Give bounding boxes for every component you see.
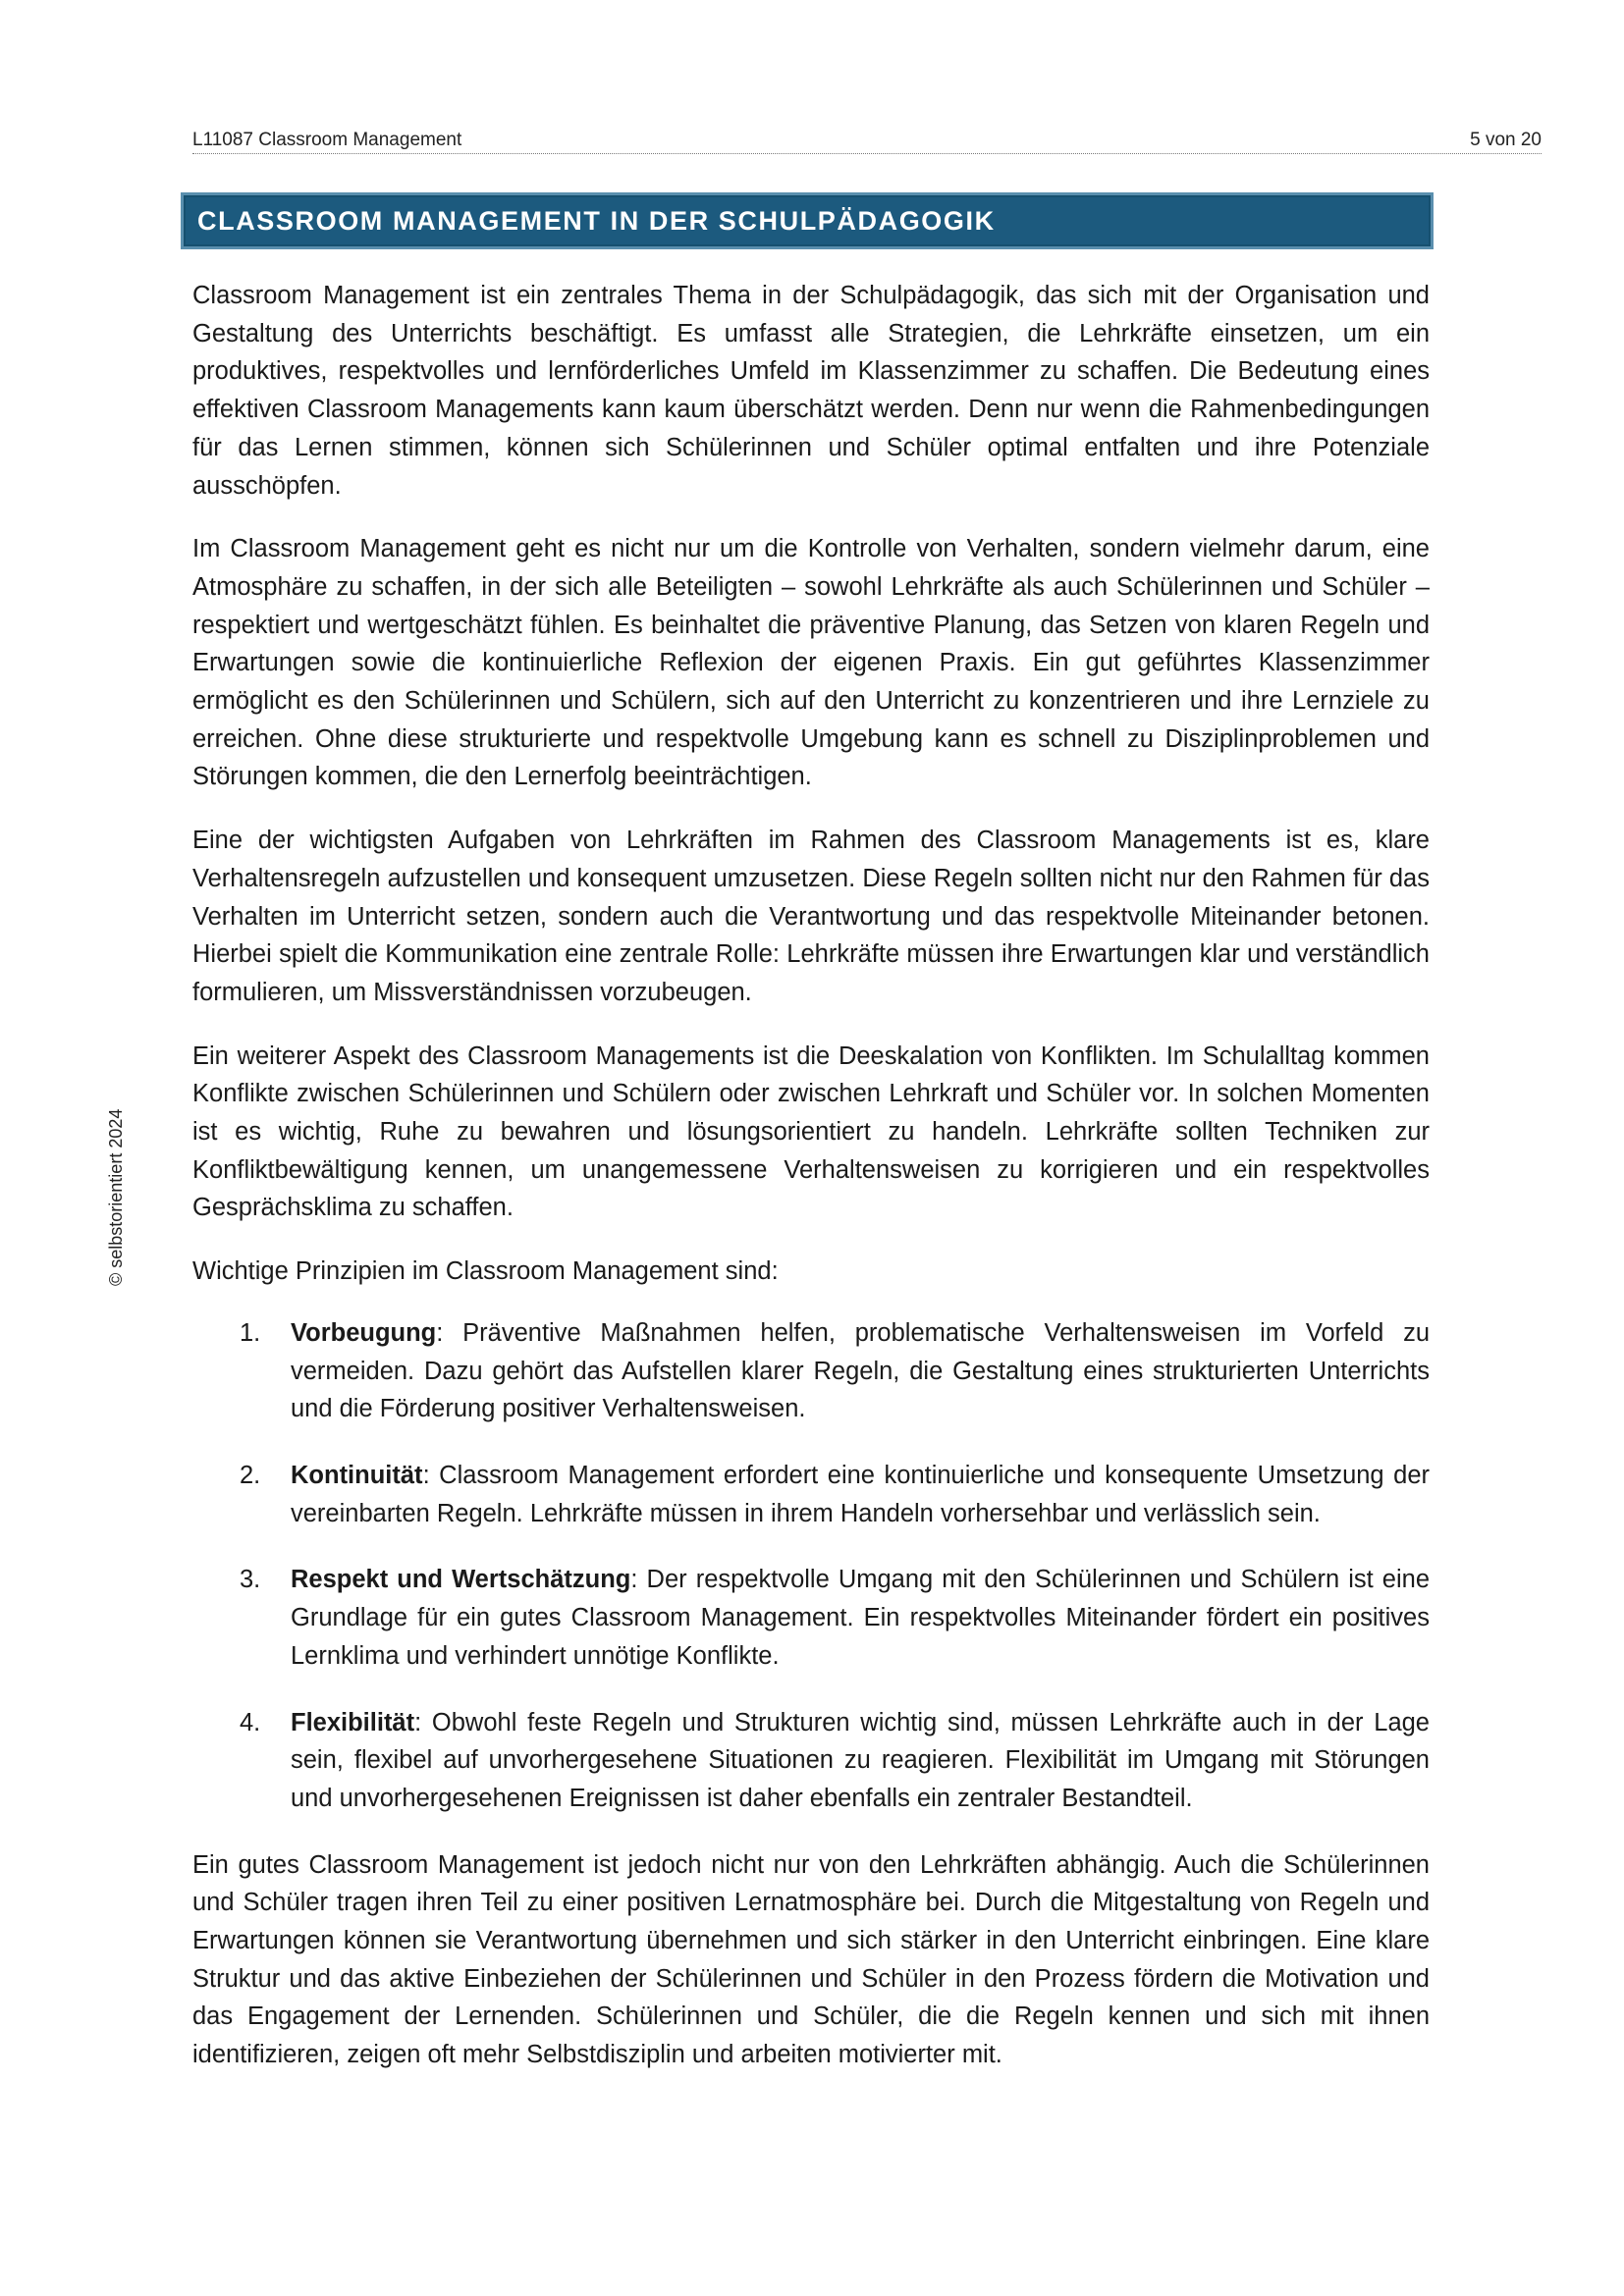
principles-intro: Wichtige Prinzipien im Classroom Management sind:: [192, 1257, 779, 1286]
copyright-side-note: [106, 1108, 132, 1311]
list-item: [192, 1314, 1430, 1428]
principle-term: Respekt und Wertschätzung: [291, 1566, 631, 1594]
list-item: [192, 1457, 1430, 1532]
document-title: L11087 Classroom Management: [192, 130, 462, 150]
paragraph-intro: Classroom Management ist ein zentrales Thema in der Schulpädagogik, das sich mit der Organisation und Gestaltung des Unterrichts beschäftigt. Es umfasst alle Strategien, die Lehrkräfte einsetzen, um ein produktives, respektvolles und lernförderliches Umfeld im Klassenzimmer zu schaffen. Die Bedeutung eines effektiven Classroom Managements kann kaum überschätzt werden. Denn nur wenn die Rahmenbedingungen für das Lernen stimmen, können sich Schülerinnen und Schüler optimal entfalten und ihre Potenziale ausschöpfen.: [192, 282, 1430, 500]
list-number: 2.: [240, 1461, 261, 1489]
page-number: 5 von 20: [1470, 130, 1542, 150]
principle-term: Kontinuität: [291, 1461, 423, 1489]
copyright-text: © selbstorientiert 2024: [106, 1108, 126, 1286]
list-number: 4.: [240, 1708, 261, 1736]
section-title: CLASSROOM MANAGEMENT IN DER SCHULPÄDAGOGIK: [197, 206, 996, 236]
list-item: [192, 1561, 1430, 1675]
paragraph-closing: Ein gutes Classroom Management ist jedoch nicht nur von den Lehrkräften abhängig. Auch die Schülerinnen und Schüler tragen ihren Teil zu einer positiven Lernatmosphäre bei. Durch die Mitgestaltung von Regeln und Erwartungen können sie Verantwortung übernehmen und sich stärker in den Unterricht einbringen. Eine klare Struktur und das aktive Einbeziehen der Schülerinnen und Schüler in den Prozess fördern die Motivation und das Engagement der Lernenden. Schülerinnen und Schüler, die die Regeln kennen und sich mit ihnen identifizieren, zeigen oft mehr Selbstdisziplin und arbeiten motivierter mit.: [192, 1850, 1430, 2069]
paragraph-atmosphere: Im Classroom Management geht es nicht nur um die Kontrolle von Verhalten, sondern vielmehr darum, eine Atmosphäre zu schaffen, in der sich alle Beteiligten – sowohl Lehrkräfte als auch Schülerinnen und Schüler – respektiert und wertgeschätzt fühlen. Es beinhaltet die präventive Planung, das Setzen von klaren Regeln und Erwartungen sowie die kontinuierliche Reflexion der eigenen Praxis. Ein gut geführtes Klassenzimmer ermöglicht es den Schülerinnen und Schülern, sich auf den Unterricht zu konzentrieren und ihre Lernziele zu erreichen. Ohne diese strukturierte und respektvolle Umgebung kann es schnell zu Disziplinproblemen und Störungen kommen, die den Lernerfolg beeinträchtigen.: [192, 535, 1430, 791]
list-number: 3.: [240, 1566, 261, 1594]
principles-list: [192, 1314, 1430, 1818]
principle-text: : Obwohl feste Regeln und Strukturen wichtig sind, müssen Lehrkräfte auch in der Lage sein, flexibel auf unvorhergesehene Situationen zu reagieren. Flexibilität im Umgang mit Störungen und unvorhergesehenen Ereignissen ist daher ebenfalls ein zentraler Bestandteil.: [291, 1708, 1430, 1812]
principle-text: : Classroom Management erfordert eine kontinuierliche und konsequente Umsetzung der vereinbarten Regeln. Lehrkräfte müssen in ihrem Handeln vorhersehbar und verlässlich sein.: [291, 1461, 1430, 1527]
principle-term: Flexibilität: [291, 1708, 415, 1736]
list-number: 1.: [240, 1318, 261, 1347]
principle-term: Vorbeugung: [291, 1318, 437, 1347]
principle-text: : Der respektvolle Umgang mit den Schülerinnen und Schülern ist eine Grundlage für ein gutes Classroom Management. Ein respektvolles Miteinander fördert ein positives Lernklima und verhindert unnötige Konflikte.: [291, 1566, 1430, 1670]
paragraph-rules: Eine der wichtigsten Aufgaben von Lehrkräften im Rahmen des Classroom Managements ist es, klare Verhaltensregeln aufzustellen und konsequent umzusetzen. Diese Regeln sollten nicht nur den Rahmen für das Verhalten im Unterricht setzen, sondern auch die Verantwortung und das respektvolle Miteinander betonen. Hierbei spielt die Kommunikation eine zentrale Rolle: Lehrkräfte müssen ihre Erwartungen klar und verständlich formulieren, um Missverständnissen vorzubeugen.: [192, 827, 1430, 1006]
section-title-bar: [181, 192, 1434, 249]
principle-text: : Präventive Maßnahmen helfen, problematische Verhaltensweisen im Vorfeld zu vermeiden. Dazu gehört das Aufstellen klarer Regeln, die Gestaltung eines strukturierten Unterrichts und die Förderung positiver Verhaltensweisen.: [291, 1318, 1430, 1423]
list-item: [192, 1704, 1430, 1818]
main-content: [192, 277, 1430, 2100]
paragraph-deescalation: Ein weiterer Aspekt des Classroom Managements ist die Deeskalation von Konflikten. Im Schulalltag kommen Konflikte zwischen Schülerinnen und Schülern oder zwischen Lehrkraft und Schüler vor. In solchen Momenten ist es wichtig, Ruhe zu bewahren und lösungsorientiert zu handeln. Lehrkräfte sollten Techniken zur Konfliktbewältigung kennen, um unangemessene Verhaltensweisen zu korrigieren und ein respektvolles Gesprächsklima zu schaffen.: [192, 1041, 1430, 1222]
page-header: [192, 128, 1542, 154]
